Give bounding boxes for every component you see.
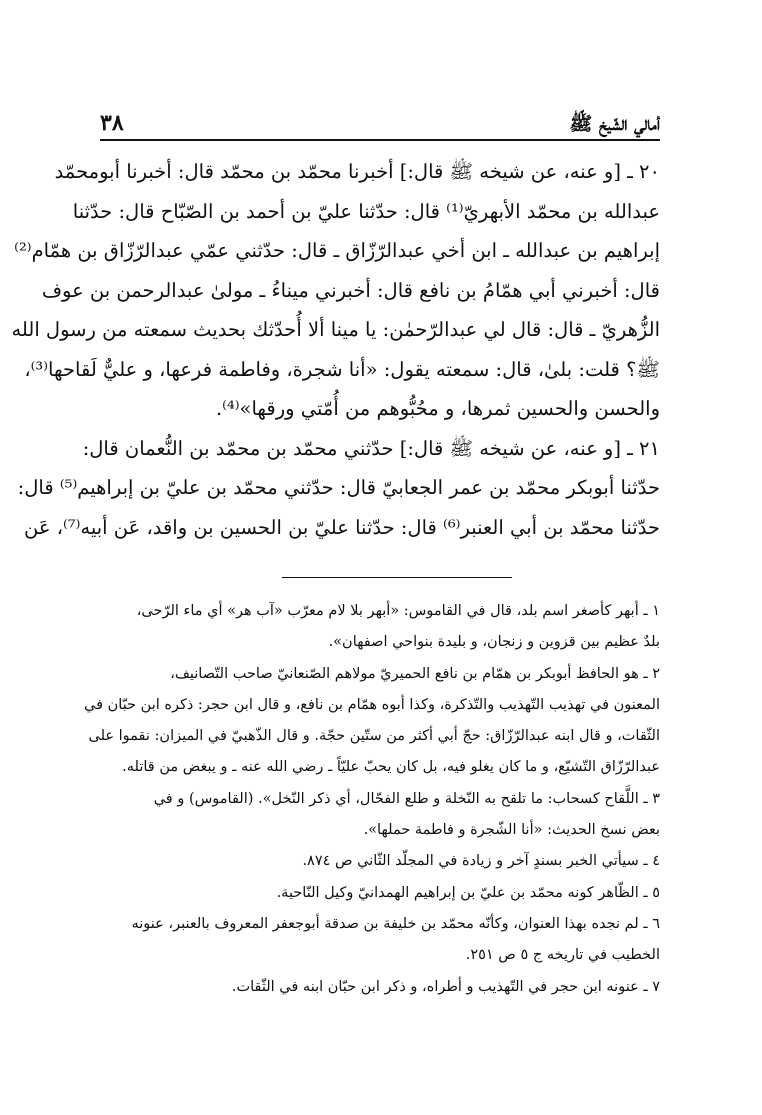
main-text [11, 152, 660, 547]
main-text-line: والحسن والحسين ثمرها، و محُبُّوهم من أُمّتي ورقها»⁽⁴⁾. [215, 397, 660, 420]
footnote-separator [282, 577, 512, 578]
main-text-line: ﷺ؟ قلت: بلىٰ، قال: سمعته يقول: «أنا شجرة، وفاطمة فرعها، و عليٌّ لَقاحها⁽³⁾، [24, 357, 660, 381]
footnote-line: المعنون في تهذيب التّهذيب والتّذكرة، وكذا أبوه همّام بن نافع، و قال ابن حجر: ذكره ابن حبّان في [84, 696, 660, 713]
footnote-line: ٤ ـ سيأتي الخبر بسندٍ آخر و زيادة في المجلّد الثّاني ص ٨٧٤. [302, 853, 660, 870]
main-text-line: عبدالله بن محمّد الأبهريّ⁽¹⁾ قال: حدّثنا عليّ بن أحمد بن الصّبّاح قال: حدّثنا [72, 199, 660, 223]
running-title: أمالي الشّيخ ﷺ [569, 113, 660, 135]
footnote-line: عبدالرّزّاق التّشيّع، و ما كان يغلو فيه، بل كان يحبّ عليّاً ـ رضي الله عنه ـ و يبغض من قاتله. [122, 759, 660, 776]
main-text-line: حدّثنا أبوبكر محمّد بن عمر الجعابيّ قال: حدّثني محمّد بن عليّ بن إبراهيم⁽⁵⁾ قال: [17, 476, 660, 499]
footnote-line: بلدٌ عظيم بين قزوين و زنجان، و بليدة بنواحي اصفهان». [328, 634, 660, 651]
main-text-line: حدّثنا محمّد بن أبي العنبر⁽⁶⁾ قال: حدّثنا عليّ بن الحسين بن واقد، عَن أبيه⁽⁷⁾، عَن [24, 515, 660, 539]
footnote-line: ٧ ـ عنونه ابن حجر في التّهذيب و أطراه، و ذكر ابن حبّان ابنه في الثّقات. [231, 978, 660, 995]
footnote-line: الثّقات، و قال ابنه عبدالرّزّاق: حجّ أبي أكثر من ستّين حجّة. و قال الذّهبيّ في الميزان: نقموا على [88, 728, 660, 745]
main-text-line: ٢٠ ـ [و عنه، عن شيخه ﷺ قال:] أخبرنا محمّد بن محمّد قال: أخبرنا أبومحمّد [54, 160, 660, 183]
main-text-line: إبراهيم بن عبدالله ـ ابن أخي عبدالرّزّاق ـ قال: حدّثني عمّي عبدالرّزّاق بن همّام⁽²⁾ [14, 239, 660, 262]
footnote-line: بعض نسخ الحديث: «أنا الشّجرة و فاطمة حملها». [363, 822, 660, 839]
footnote-line: ١ ـ أبهر كأصغر اسم بلد، قال في القاموس: «أبهر بلا لام معرّب «آب هر» أي ماء الرّحى، [136, 603, 660, 619]
footnote-line: ٦ ـ لم نجده بهذا العنوان، وكأنّه محمّد بن خليفة بن صدقة أبوجعفر المعروف بالعنبر، عنونه [131, 915, 660, 932]
main-text-line: قال: أخبرني أبي همّامُ بن نافع قال: أخبرني ميناءُ ـ مولىٰ عبدالرحمن بن عوف [41, 278, 660, 302]
footnote-line: ٥ ـ الظّاهر كونه محمّد بن عليّ بن إبراهيم الهمدانيّ وكيل النّاحية. [276, 884, 660, 901]
main-text-line: ٢١ ـ [و عنه، عن شيخه ﷺ قال:] حدّثني محمّد بن محمّد بن النُّعمان قال: [82, 436, 660, 460]
page-number: ٣٨ [100, 110, 124, 136]
footnotes [84, 596, 660, 1003]
footnote-line: ٢ ـ هو الحافظ أبوبكر بن همّام بن نافع الحميريّ مولاهم الصّنعانيّ صاحب التّصانيف، [170, 665, 660, 682]
header-rule [100, 139, 660, 141]
footnote-line: ٣ ـ اللَّقاح كسحاب: ما تلقح به النّخلة و طلع الفحّال، أي ذكر النّخل». (القاموس) و في [153, 790, 660, 807]
main-text-line: الزُّهريّ ـ قال: قال لي عبدالرّحمٰن: يا مينا ألا أُحدّثك بحديث سمعته من رسول الله [11, 318, 660, 341]
footnote-line: الخطيب في تاريخه ج ٥ ص ٢٥١. [465, 947, 660, 964]
page-header [100, 100, 660, 134]
